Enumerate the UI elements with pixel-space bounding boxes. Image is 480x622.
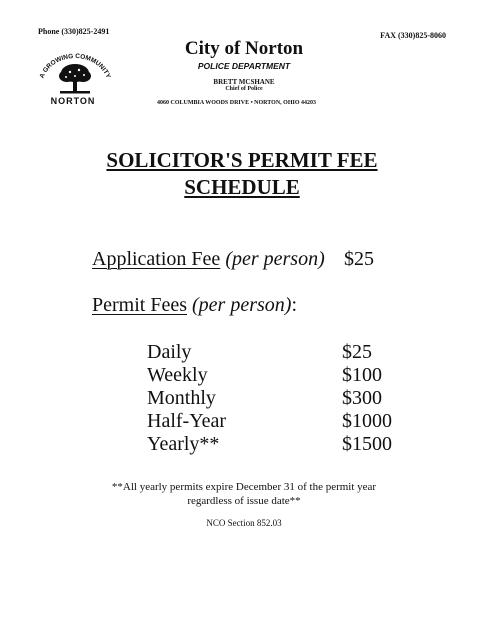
fee-row-amount: $25 <box>342 341 372 363</box>
fee-row-amount: $100 <box>342 364 382 386</box>
fee-row-amount: $1000 <box>342 410 392 432</box>
fee-row-label: Half-Year <box>147 410 227 432</box>
seal-arc-text: A GROWING COMMUNITY <box>38 52 112 80</box>
fax-number: FAX (330)825-8060 <box>380 31 446 40</box>
seal-norton-text: NORTON <box>50 96 96 106</box>
application-fee-label <box>92 248 325 271</box>
chief-name: BRETT MCSHANE <box>213 78 275 86</box>
fee-row-label: Daily <box>147 341 192 363</box>
fee-row-label: Yearly** <box>147 433 220 455</box>
document-title-line2: SCHEDULE <box>184 175 300 199</box>
document-title-line1: SOLICITOR'S PERMIT FEE <box>106 148 378 172</box>
phone-number: Phone (330)825-2491 <box>38 27 110 36</box>
nco-section: NCO Section 852.03 <box>206 518 282 528</box>
expiry-note-line1: **All yearly permits expire December 31 of the permit year <box>111 481 377 493</box>
application-fee-text: Application Fee <box>92 248 221 270</box>
fee-row-label: Monthly <box>147 387 216 409</box>
expiry-note-line2: regardless of issue date** <box>187 495 301 507</box>
city-name: City of Norton <box>184 38 304 59</box>
application-fee-amount: $25 <box>344 248 374 270</box>
permit-fees-text: Permit Fees <box>92 294 187 316</box>
permit-fees-colon: : <box>291 294 297 316</box>
department-name: POLICE DEPARTMENT <box>197 61 291 71</box>
chief-title: Chief of Police <box>225 86 263 92</box>
fee-row-amount: $1500 <box>342 433 392 455</box>
application-fee-qualifier: (per person) <box>225 248 325 270</box>
fee-row-label: Weekly <box>147 364 208 386</box>
address: 4060 COLUMBIA WOODS DRIVE • NORTON, OHIO 44203 <box>157 100 317 106</box>
permit-fees-qualifier: (per person) <box>192 294 292 316</box>
permit-fees-heading <box>92 294 297 317</box>
fee-row-amount: $300 <box>342 387 382 409</box>
